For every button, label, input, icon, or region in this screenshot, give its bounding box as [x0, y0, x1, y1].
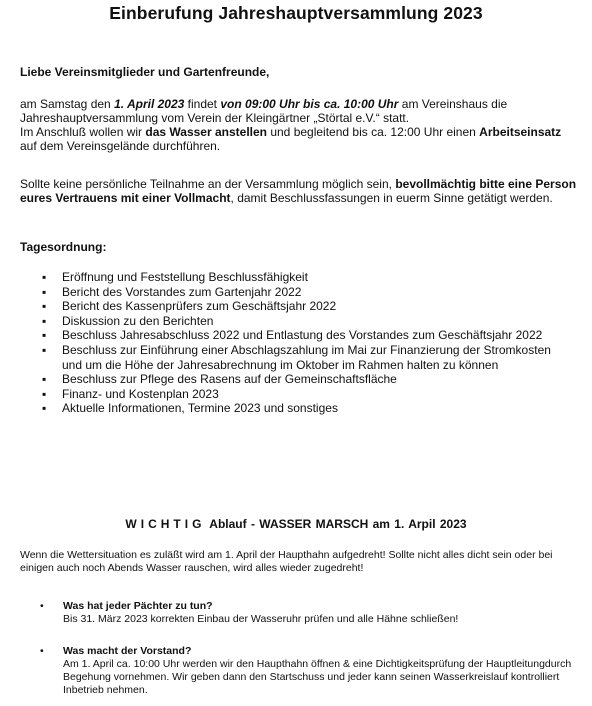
agenda-list	[20, 270, 560, 416]
bullet-icon: ▪	[42, 401, 47, 416]
agenda-item-text: Beschluss zur Einführung einer Abschlagszahlung im Mai zur Finanzierung der Stromkosten und um die Höhe der Jahresabrechnung im Oktober im Rahmen halten zu können	[62, 342, 551, 372]
bullet-icon: ▪	[42, 284, 47, 299]
section-text: Bis 31. März 2023 korrekten Einbau der Wasseruhr prüfen und alle Hähne schließen!	[63, 613, 459, 625]
bullet-icon: ▪	[42, 372, 47, 387]
agenda-item-text: Aktuelle Informationen, Termine 2023 und sonstiges	[62, 401, 338, 416]
proxy-text-2: , damit Beschlussfassungen in euerm Sinne getätigt werden.	[230, 191, 553, 205]
agenda-item	[20, 285, 560, 300]
intro-text-3: am Vereinshaus die Jahreshauptversammlung vom Verein der Kleingärtner „Störtal e.V.“ statt.	[20, 97, 508, 125]
bullet-icon: ▪	[42, 313, 47, 328]
agenda-item	[20, 343, 560, 372]
weather-notice: Wenn die Wettersituation es zuläßt wird am 1. April der Haupthahn aufgedreht! Sollte nicht alles dicht sein oder bei einigen auch noch Abends Wasser rauschen, wird alles wieder zugedreht!	[20, 549, 553, 574]
bullet-icon: ▪	[42, 328, 47, 343]
bullet-icon: •	[40, 600, 44, 612]
bullet-icon: ▪	[42, 386, 47, 401]
agenda-item	[20, 299, 560, 314]
intro-paragraph	[20, 97, 580, 153]
agenda-item-text: Diskussion zu den Berichten	[62, 313, 214, 328]
intro-text-5: und begleitend bis ca. 12:00 Uhr einen	[267, 125, 480, 139]
agenda-item	[20, 401, 560, 416]
bullet-icon: •	[40, 645, 44, 657]
section-text: Am 1. April ca. 10:00 Uhr werden wir den Haupthahn öffnen & eine Dichtigkeitsprüfung der Hauptleitungdurch Begehung vornehmen. Wir geben dann den Startschuss und jeder kann seinen Wasserkreislauf kontrolliert Inbetrieb nehmen.	[63, 658, 572, 696]
bullet-icon: ▪	[42, 342, 47, 357]
bullet-icon: ▪	[42, 299, 47, 314]
section-content	[63, 645, 585, 697]
agenda-item-text: Bericht des Kassenprüfers zum Geschäftsjahr 2022	[62, 299, 337, 314]
section-content	[63, 600, 585, 626]
work-event-text: Arbeitseinsatz	[479, 125, 562, 139]
important-heading-rest: Ablauf - WASSER MARSCH am 1. Arpil 2023	[205, 517, 467, 531]
agenda-item	[20, 314, 560, 329]
agenda-item-text: Bericht des Vorstandes zum Gartenjahr 2022	[62, 284, 302, 299]
agenda-item-text: Finanz- und Kostenplan 2023	[62, 386, 219, 401]
intro-text-4: Im Anschluß wollen wir	[20, 125, 146, 139]
proxy-paragraph	[20, 177, 580, 205]
agenda-heading: Tagesordnung:	[20, 240, 107, 254]
agenda-item	[20, 328, 560, 343]
important-heading	[0, 517, 592, 531]
section-title: Was macht der Vorstand?	[63, 645, 192, 657]
meeting-time: von 09:00 Uhr bis ca. 10:00 Uhr	[220, 97, 399, 111]
meeting-date: 1. April 2023	[114, 97, 185, 111]
proxy-bold-text: bevollmächtig bitte eine Person eures Vertrauens mit einer Vollmacht	[20, 177, 577, 205]
agenda-item-text: Beschluss zur Pflege des Rasens auf der Gemeinschaftsfläche	[62, 372, 397, 387]
agenda-item-text: Eröffnung und Feststellung Beschlussfähigkeit	[62, 270, 308, 284]
document-title: Einberufung Jahreshauptversammlung 2023	[109, 3, 483, 23]
agenda-item-text: Beschluss Jahresabschluss 2022 und Entlastung des Vorstandes zum Geschäftsjahr 2022	[62, 328, 543, 343]
water-on-text: das Wasser anstellen	[145, 125, 267, 139]
agenda-item	[20, 387, 560, 402]
proxy-text-1: Sollte keine persönliche Teilnahme an der Versammlung möglich sein,	[20, 177, 396, 191]
bullet-icon: ▪	[42, 270, 47, 284]
important-word: WICHTIG	[125, 517, 206, 531]
agenda-item	[20, 372, 560, 387]
section-title: Was hat jeder Pächter zu tun?	[63, 600, 213, 612]
greeting: Liebe Vereinsmitglieder und Gartenfreunde,	[20, 65, 270, 79]
intro-text-1: am Samstag den	[20, 97, 115, 111]
intro-text-2: findet	[184, 97, 221, 111]
intro-text-6: auf dem Vereinsgelände durchführen.	[20, 139, 221, 153]
agenda-item	[20, 270, 560, 285]
